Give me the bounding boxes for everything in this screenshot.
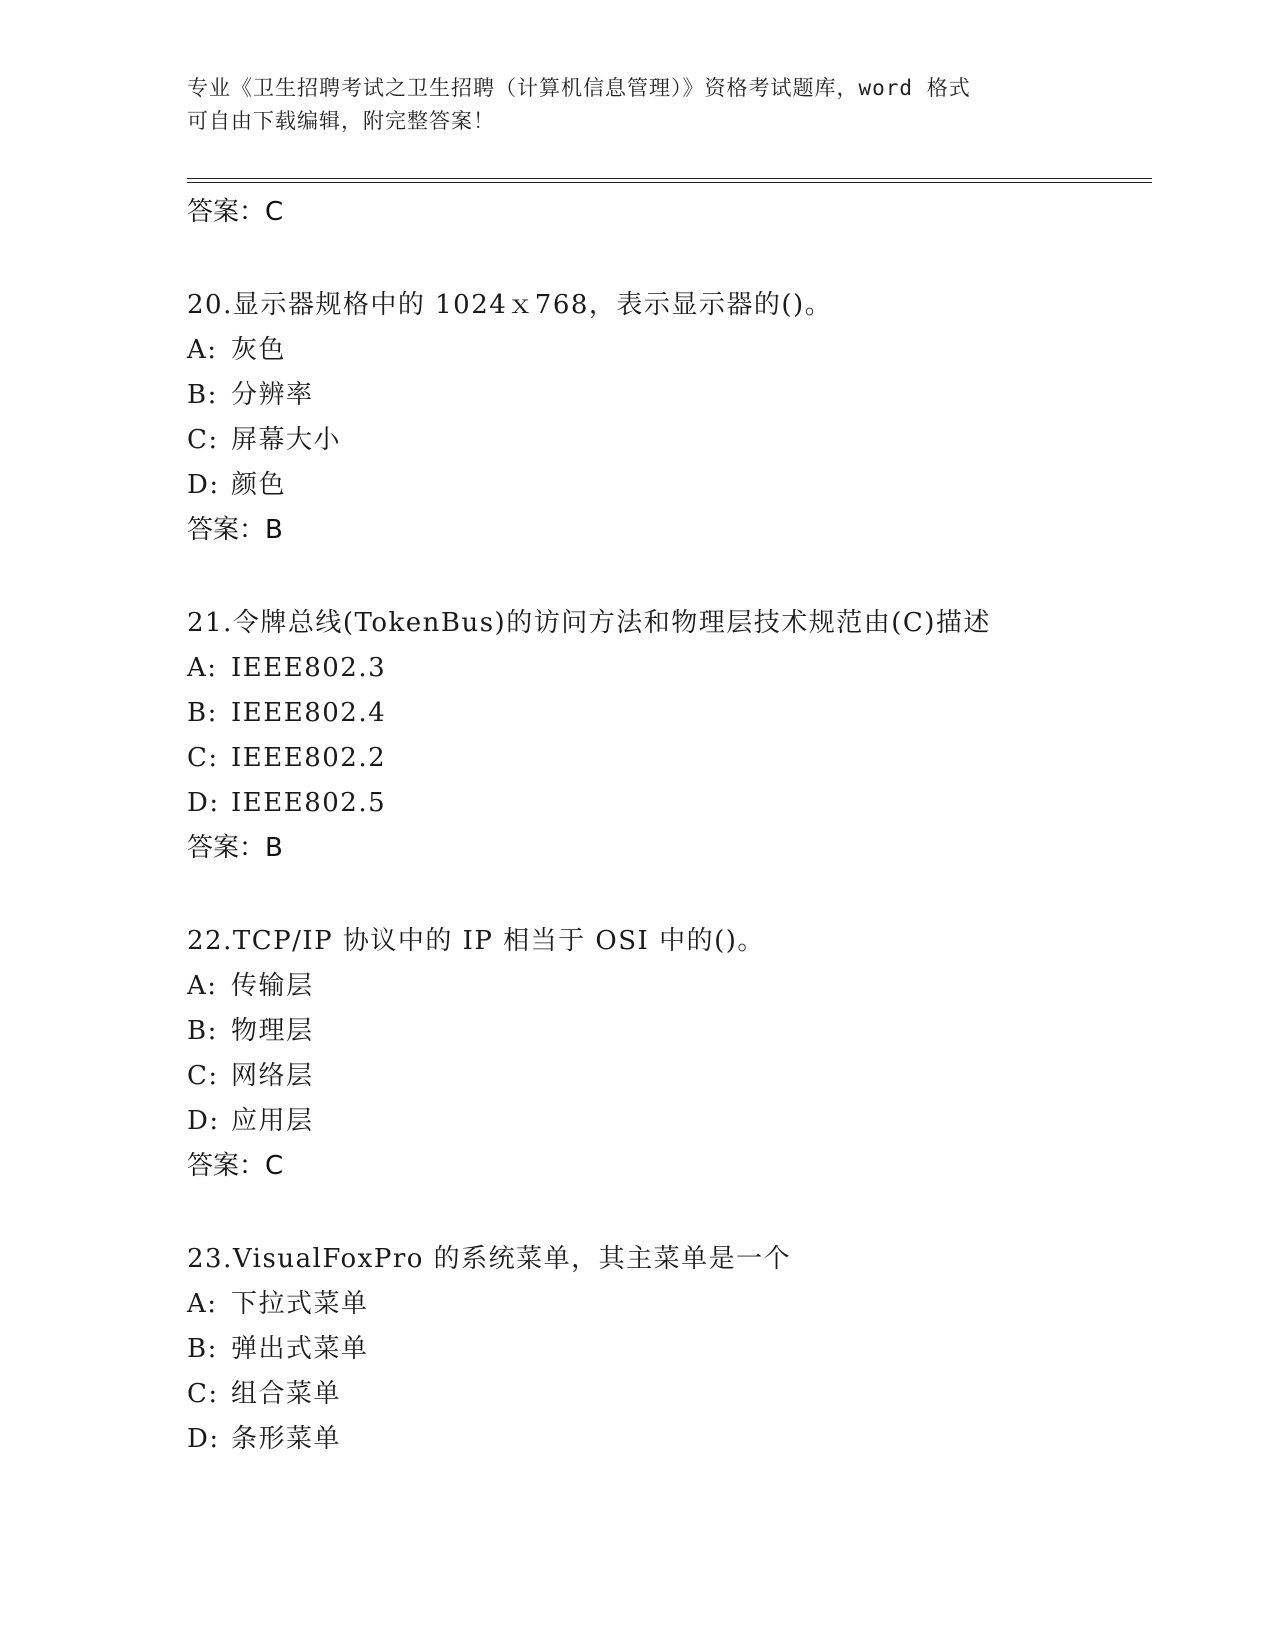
option-text: 弹出式菜单 [231,1334,369,1364]
option-row [187,781,1167,826]
question-gap [187,235,1167,282]
option-key: D: [187,1106,220,1136]
option-text: IEEE802.5 [231,788,387,818]
option-text: IEEE802.4 [231,698,387,728]
question-block [187,1236,1167,1462]
option-key: A: [187,653,218,683]
question-text: 20.显示器规格中的 1024ｘ768，表示显示器的()。 [187,290,833,320]
header-line-2: 可自由下载编辑，附完整答案！ [187,109,495,133]
question-list [187,190,1167,1462]
option-text: 分辨率 [231,380,314,410]
question-gap [187,553,1167,600]
question-block [187,918,1167,1189]
option-row [187,1417,1167,1462]
option-key: D: [187,1424,220,1454]
option-key: C: [187,425,219,455]
option-text: 颜色 [231,470,287,500]
option-text: 网络层 [231,1061,314,1091]
option-key: C: [187,743,219,773]
option-text: 灰色 [231,335,287,365]
question-block [187,282,1167,553]
answer-line: 答案：C [187,1151,284,1181]
option-key: A: [187,971,218,1001]
header-divider-bottom [187,182,1152,183]
option-key: B: [187,698,218,728]
option-row [187,736,1167,781]
option-row [187,1327,1167,1372]
option-key: C: [187,1379,219,1409]
option-key: B: [187,1334,218,1364]
option-text: 物理层 [231,1016,314,1046]
option-row [187,646,1167,691]
option-text: 传输层 [231,971,314,1001]
option-text: IEEE802.3 [231,653,387,683]
header-divider-top [187,178,1152,179]
question-gap [187,871,1167,918]
option-key: A: [187,1289,218,1319]
option-row [187,1054,1167,1099]
question-text: 21.令牌总线(TokenBus)的访问方法和物理层技术规范由(C)描述 [187,608,991,638]
option-row [187,964,1167,1009]
option-row [187,1282,1167,1327]
answer-line: 答案：B [187,833,283,863]
option-key: D: [187,788,220,818]
option-text: IEEE802.2 [231,743,387,773]
question-text: 23.VisualFoxPro 的系统菜单，其主菜单是一个 [187,1244,792,1274]
option-key: B: [187,1016,218,1046]
question-gap [187,1189,1167,1236]
question-block [187,600,1167,871]
option-key: B: [187,380,218,410]
option-key: C: [187,1061,219,1091]
option-text: 屏幕大小 [231,425,342,455]
option-key: A: [187,335,218,365]
option-row [187,691,1167,736]
option-text: 条形菜单 [231,1424,342,1454]
option-key: D: [187,470,220,500]
option-text: 应用层 [231,1106,314,1136]
option-row [187,418,1167,463]
answer-line: 答案：C [187,197,284,227]
question-text: 22.TCP/IP 协议中的 IP 相当于 OSI 中的()。 [187,926,765,956]
option-text: 组合菜单 [231,1379,342,1409]
answer-line: 答案：B [187,515,283,545]
option-row [187,1009,1167,1054]
option-row [187,328,1167,373]
option-row [187,1372,1167,1417]
option-row [187,373,1167,418]
option-row [187,1099,1167,1144]
option-text: 下拉式菜单 [231,1289,369,1319]
header-line-1: 专业《卫生招聘考试之卫生招聘（计算机信息管理）》资格考试题库，word 格式 [187,76,971,100]
page-header [187,72,1067,138]
option-row [187,463,1167,508]
